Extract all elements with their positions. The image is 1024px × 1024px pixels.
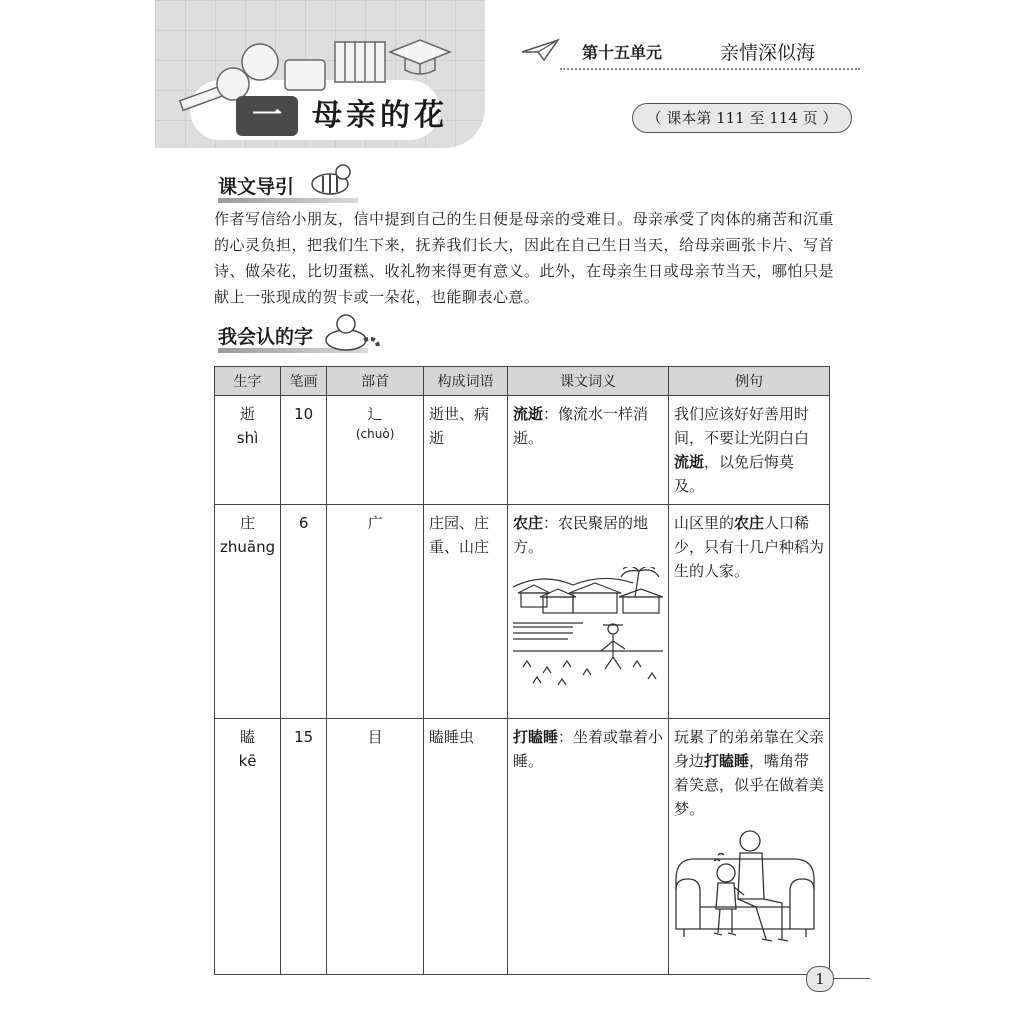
- intro-paragraph: 作者写信给小朋友，信中提到自己的生日便是母亲的受难日。母亲承受了肉体的痛苦和沉重的心灵负担，把我们生下来，抚养我们长大，因此在自己生日当天，给母亲画张卡片、写首诗、做朵花，比切蛋糕、收礼物来得更有意义。此外，在母亲生日或母亲节当天，哪怕只是献上一张现成的贺卡或一朵花，也能聊表心意。: [214, 210, 835, 306]
- char-cell: [215, 396, 281, 505]
- table-row: [215, 396, 830, 505]
- pinyin-text: shì: [236, 429, 259, 447]
- example-cell: [669, 505, 830, 719]
- pinyin-text: zhuāng: [220, 538, 276, 556]
- radical-pinyin: (chuò): [355, 427, 395, 441]
- meaning-text: ：坐着或靠着小睡。: [512, 728, 664, 770]
- column-header: 构成词语: [423, 367, 507, 396]
- char-text: 庄: [240, 514, 256, 532]
- char-text: 逝: [240, 405, 256, 423]
- radical-cell: [327, 719, 424, 975]
- page-number-line: [834, 978, 870, 979]
- example-highlight: 打瞌睡: [704, 752, 750, 770]
- radical-text: 广: [367, 514, 383, 532]
- char-text: 瞌: [240, 728, 256, 746]
- column-header: 笔画: [281, 367, 327, 396]
- unit-label: 第十五单元: [582, 43, 663, 62]
- example-text: ，嘴角带着笑意，似乎在做着美梦。: [674, 752, 825, 818]
- radical-text: 目: [367, 728, 383, 746]
- stroke-count: 6: [281, 505, 327, 719]
- vocab-heading-text: 我会认的字: [218, 326, 314, 348]
- pinyin-text: kē: [238, 752, 257, 770]
- unit-divider: [560, 68, 860, 70]
- words-cell: 逝世、病逝: [423, 396, 507, 505]
- paper-plane-icon: [520, 38, 560, 62]
- example-text: 我们应该好好善用时间，不要让光阴白白: [674, 405, 810, 447]
- lesson-number-badge: 一: [236, 96, 298, 136]
- words-cell: 庄园、庄重、山庄: [423, 505, 507, 719]
- vocab-table: [214, 366, 830, 975]
- table-header-row: [215, 367, 830, 396]
- table-row: [215, 719, 830, 975]
- example-cell: [669, 719, 830, 975]
- meaning-text: ：像流水一样消逝。: [512, 405, 649, 447]
- example-text: 玩累了的弟弟靠在父亲身边: [674, 728, 825, 770]
- intro-section-heading: [218, 172, 294, 199]
- column-header: 生字: [215, 367, 281, 396]
- meaning-text: ：农民聚居的地方。: [512, 514, 649, 556]
- example-text: 山区里的: [674, 514, 735, 532]
- example-text: ，以免后悔莫及。: [674, 453, 795, 495]
- page-number: 1: [806, 966, 834, 992]
- example-text: 人口稀少，只有十几户种稻为生的人家。: [674, 514, 825, 580]
- column-header: 部首: [327, 367, 424, 396]
- farm-village-illustration: [513, 567, 663, 691]
- radical-cell: [327, 505, 424, 719]
- meaning-term: 流逝: [512, 405, 543, 423]
- char-cell: [215, 505, 281, 719]
- radical-text: 辶: [367, 405, 383, 423]
- stroke-count: 15: [281, 719, 327, 975]
- stroke-count: 10: [281, 396, 327, 505]
- raccoon-mascot-icon: [320, 312, 382, 354]
- example-highlight: 农庄: [734, 514, 765, 532]
- father-and-child-sofa-illustration: [674, 829, 824, 945]
- meaning-term: 农庄: [512, 514, 543, 532]
- unit-theme: 亲情深似海: [720, 42, 816, 64]
- meaning-cell: [507, 396, 668, 505]
- column-header: 例句: [669, 367, 830, 396]
- meaning-term: 打瞌睡: [512, 728, 558, 746]
- vocab-section-heading: [218, 322, 313, 349]
- char-cell: [215, 719, 281, 975]
- example-cell: [669, 396, 830, 505]
- textbook-pages-reference: （ 课本第 111 至 114 页 ）: [632, 103, 852, 133]
- meaning-cell: [507, 719, 668, 975]
- intro-heading-text: 课文导引: [218, 176, 295, 198]
- column-header: 课文词义: [507, 367, 668, 396]
- example-highlight: 流逝: [674, 453, 705, 471]
- words-cell: 瞌睡虫: [423, 719, 507, 975]
- lesson-title: 母亲的花: [312, 98, 448, 133]
- zebra-mascot-icon: [305, 160, 355, 200]
- meaning-cell: [507, 505, 668, 719]
- radical-cell: [327, 396, 424, 505]
- table-row: [215, 505, 830, 719]
